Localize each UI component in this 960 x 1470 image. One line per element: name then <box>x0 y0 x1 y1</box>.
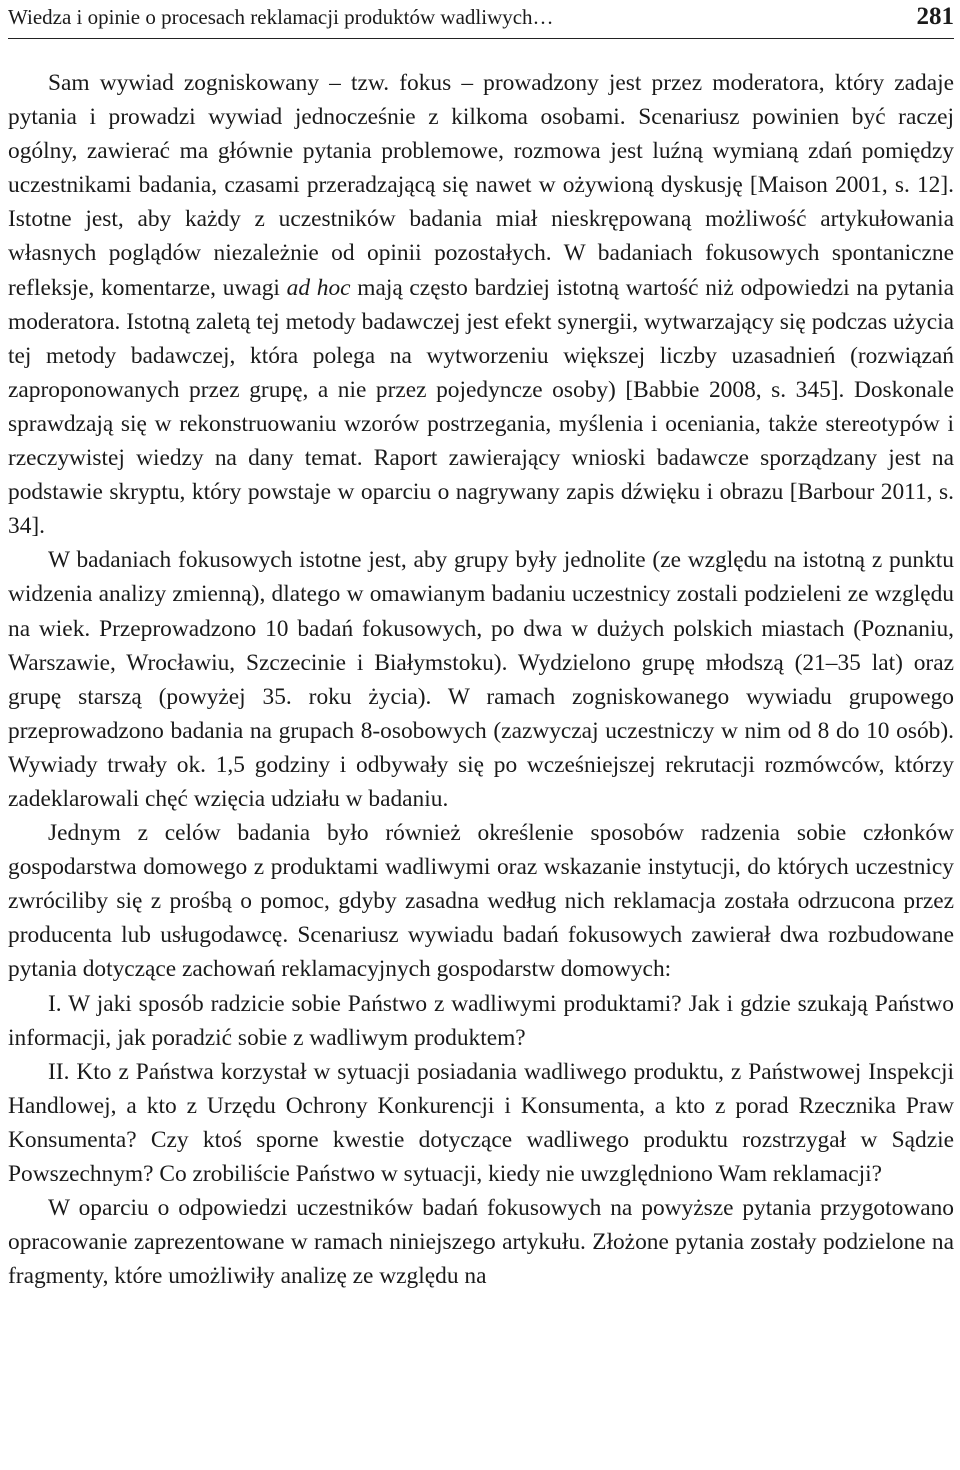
text-run: W badaniach fokusowych istotne jest, aby grupy były jednolite (ze względu na istotną z punktu widzenia analizy zmienną), dlatego w omawianym badaniu uczestnicy zostali podzieleni ze względu na wiek. Przeprowadzono 10 badań fokusowych, po dwa w dużych polskich miastach (Poznaniu, Warszawie, Wrocławiu, Szczecinie i Białymstoku). Wydzielono grupę młodszą (21–35 lat) oraz grupę starszą (powyżej 35. roku życia). W ramach zogniskowanego wywiadu grupowego przeprowadzono badania na grupach 8-osobowych (zazwyczaj uczestniczy w nim od 8 do 10 osób). Wywiady trwały ok. 1,5 godziny i odbywały się po wcześniejszej rekrutacji rozmówców, którzy zadeklarowali chęć wzięcia udziału w badaniu. <box>8 547 954 812</box>
text-run: I. W jaki sposób radzicie sobie Państwo z wadliwymi produktami? Jak i gdzie szukają Państwo informacji, jak poradzić sobie z wadliwym produktem? <box>8 990 954 1051</box>
text-run: Jednym z celów badania było również określenie sposobów radzenia sobie członków gospodarstwa domowego z produktami wadliwymi oraz wskazanie instytucji, do których uczestnicy zwróciliby się z prośbą o pomoc, gdyby zasadna według nich reklamacja została odrzucona przez producenta lub usługodawcę. Scenariusz wywiadu badań fokusowych zawierał dwa rozbudowane pytania dotyczące zachowań reklamacyjnych gospodarstw domowych: <box>8 820 954 983</box>
paragraph <box>8 66 954 543</box>
paragraph <box>8 987 954 1055</box>
paragraph <box>8 816 954 986</box>
running-header <box>8 0 954 39</box>
running-title: Wiedza i opinie o procesach reklamacji produktów wadliwych… <box>8 5 554 29</box>
text-run: mają często bardziej istotną wartość niż odpowiedzi na pytania moderatora. Istotną zaletą tej metody badawczej jest efekt synergii, wytwarzający się podczas użycia tej metody badawczej, która polega na wytworzeniu większej liczby uzasadnień (rozwiązań zaproponowanych przez grupę, a nie przez pojedyncze osoby) [Babbie 2008, s. 345]. Doskonale sprawdzają się w rekonstruowaniu wzorów postrzegania, myślenia i oceniania, także stereotypów i rzeczywistej wiedzy na dany temat. Raport zawierający wnioski badawcze sporządzany jest na podstawie skryptu, który powstaje w oparciu o nagrywany zapis dźwięku i obrazu [Barbour 2011, s. 34]. <box>8 274 954 540</box>
italic-text-run: ad hoc <box>286 274 351 301</box>
text-run: II. Kto z Państwa korzystał w sytuacji posiadania wadliwego produktu, z Państwowej Inspekcji Handlowej, a kto z Urzędu Ochrony Konkurencji i Konsumenta, a kto z porad Rzecznika Praw Konsumenta? Czy ktoś sporne kwestie dotyczące wadliwego produktu rozstrzygał w Sądzie Powszechnym? Co zrobiliście Państwo w sytuacji, kiedy nie uwzględniono Wam reklamacji? <box>8 1058 954 1187</box>
text-run: Sam wywiad zogniskowany – tzw. fokus – prowadzony jest przez moderatora, który zadaje pytania i prowadzi wywiad jednocześnie z kilkoma osobami. Scenariusz powinien być raczej ogólny, zawierać ma głównie pytania problemowe, rozmowa jest luźną wymianą zdań pomiędzy uczestnikami badania, czasami przeradzającą się nawet w ożywioną dyskusję [Maison 2001, s. 12]. Istotne jest, aby każdy z uczestników badania miał nieskrępowaną możliwość artykułowania własnych poglądów niezależnie od opinii pozostałych. W badaniach fokusowych spontaniczne refleksje, komentarze, uwagi <box>8 70 954 301</box>
paragraph <box>8 543 954 816</box>
paragraph <box>8 1191 954 1293</box>
text-run: W oparciu o odpowiedzi uczestników badań fokusowych na powyższe pytania przygotowano opracowanie zaprezentowane w ramach niniejszego artykułu. Złożone pytania zostały podzielone na fragmenty, które umożliwiły analizę ze względu na <box>8 1195 954 1290</box>
body-text <box>8 66 954 1293</box>
page-number: 281 <box>916 3 954 30</box>
book-page <box>8 0 954 1470</box>
paragraph <box>8 1055 954 1191</box>
